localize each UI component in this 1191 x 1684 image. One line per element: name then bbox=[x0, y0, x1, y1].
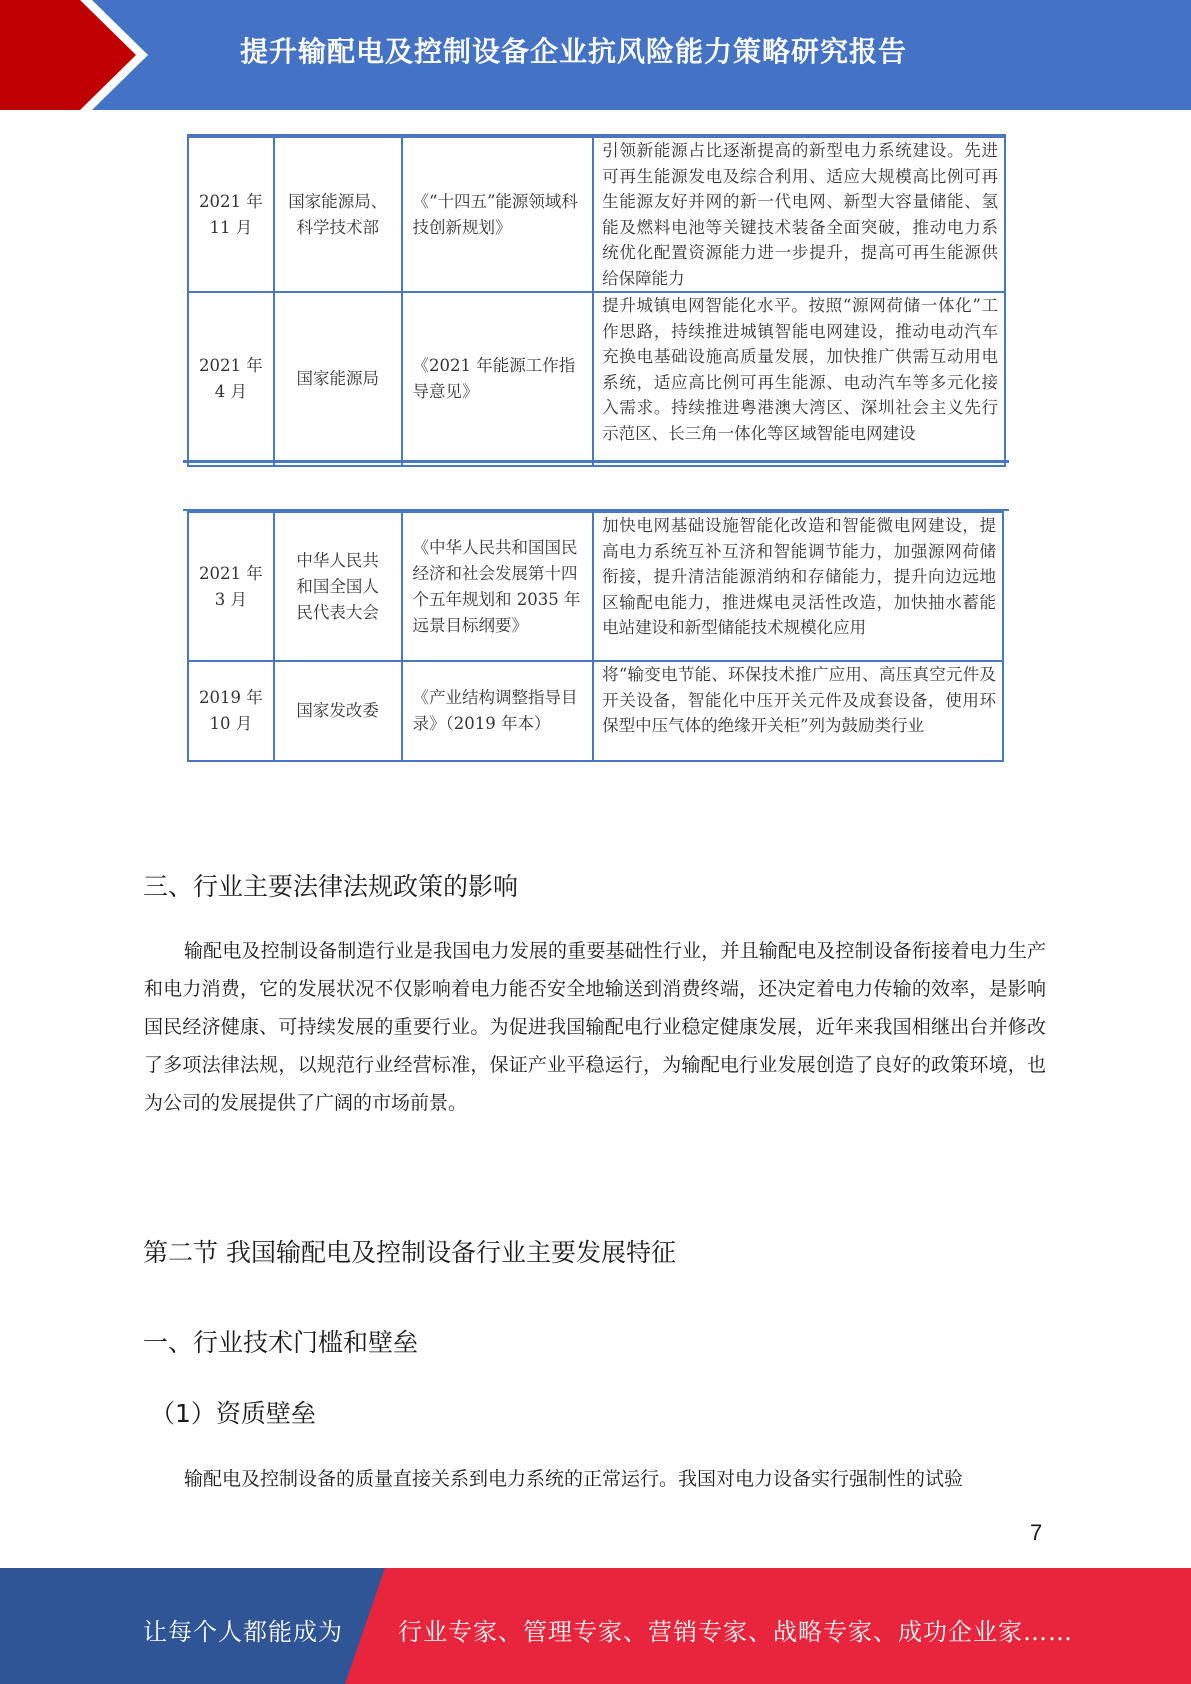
sub-heading: 一、行业技术门槛和壁垒 bbox=[143, 1328, 419, 1357]
header-red-arrow bbox=[0, 0, 150, 110]
chapter-heading: 第二节 我国输配电及控制设备行业主要发展特征 bbox=[143, 1238, 676, 1267]
table-bottom-border bbox=[183, 460, 1009, 463]
cell-date: 2019 年 10 月 bbox=[188, 661, 274, 761]
cell-date: 2021 年 3 月 bbox=[188, 512, 274, 661]
body-paragraph: 输配电及控制设备的质量直接关系到电力系统的正常运行。我国对电力设备实行强制性的试验 bbox=[184, 1468, 964, 1490]
cell-doc: 《“十四五”能源领域科技创新规划》 bbox=[402, 137, 594, 292]
cell-date: 2021 年 11 月 bbox=[188, 137, 274, 292]
cell-content: 加快电网基础设施智能化改造和智能微电网建设，提高电力系统互补互济和智能调节能力，加强源网荷储衔接，提升清洁能源消纳和存储能力，提升向边远地区输配电能力，推进煤电灵活性改造，加快抽水蓄能电站建设和新型储能技术规模化应用 bbox=[593, 512, 1003, 661]
cell-org: 国家发改委 bbox=[274, 661, 402, 761]
cell-content: 将“输变电节能、环保技术推广应用、高压真空元件及开关设备，智能化中压开关元件及成套设备，使用环保型中压气体的绝缘开关柜”列为鼓励类行业 bbox=[593, 661, 1003, 761]
cell-org: 国家能源局 bbox=[274, 292, 402, 466]
cell-date: 2021 年 4 月 bbox=[188, 292, 274, 466]
sub-sub-heading: （1）资质壁垒 bbox=[150, 1399, 316, 1428]
cell-doc: 《中华人民共和国国民经济和社会发展第十四个五年规划和 2035 年远景目标纲要》 bbox=[402, 512, 594, 661]
table-row bbox=[188, 292, 1005, 466]
header-title: 提升输配电及控制设备企业抗风险能力策略研究报告 bbox=[240, 35, 908, 68]
cell-doc: 《产业结构调整指导目录》（2019 年本） bbox=[402, 661, 594, 761]
table-row bbox=[188, 512, 1003, 661]
cell-org: 中华人民共 和国全国人 民代表大会 bbox=[274, 512, 402, 661]
footer-slogan-right: 行业专家、管理专家、营销专家、战略专家、成功企业家…… bbox=[398, 1618, 1073, 1646]
policy-table-part1 bbox=[187, 136, 1006, 467]
table-row bbox=[188, 137, 1005, 292]
policy-table-part2 bbox=[187, 511, 1004, 762]
cell-doc: 《2021 年能源工作指导意见》 bbox=[402, 292, 594, 466]
body-paragraph: 输配电及控制设备制造行业是我国电力发展的重要基础性行业，并且输配电及控制设备衔接着电力生产和电力消费，它的发展状况不仅影响着电力能否安全地输送到消费终端，还决定着电力传输的效率，是影响国民经济健康、可持续发展的重要行业。为促进我国输配电行业稳定健康发展，近年来我国相继出台并修改了多项法律法规，以规范行业经营标准，保证产业平稳运行，为输配电行业发展创造了良好的政策环境，也为公司的发展提供了广阔的市场前景。 bbox=[144, 940, 1046, 1114]
page-number: 7 bbox=[1030, 1520, 1043, 1545]
table-row bbox=[188, 661, 1003, 761]
footer-slogan-left: 让每个人都能成为 bbox=[143, 1618, 343, 1646]
cell-content: 提升城镇电网智能化水平。按照“源网荷储一体化”工作思路，持续推进城镇智能电网建设，推动电动汽车充换电基础设施高质量发展，加快推广供需互动用电系统，适应高比例可再生能源、电动汽车等多元化接入需求。持续推进粤港澳大湾区、深圳社会主义先行示范区、长三角一体化等区域智能电网建设 bbox=[593, 292, 1005, 466]
cell-content: 引领新能源占比逐渐提高的新型电力系统建设。先进可再生能源发电及综合利用、适应大规模高比例可再生能源友好并网的新一代电网、新型大容量储能、氢能及燃料电池等关键技术装备全面突破，推动电力系统优化配置资源能力进一步提升，提高可再生能源供给保障能力 bbox=[593, 137, 1005, 292]
cell-org: 国家能源局、 科学技术部 bbox=[274, 137, 402, 292]
section-heading: 三、行业主要法律法规政策的影响 bbox=[143, 872, 519, 901]
